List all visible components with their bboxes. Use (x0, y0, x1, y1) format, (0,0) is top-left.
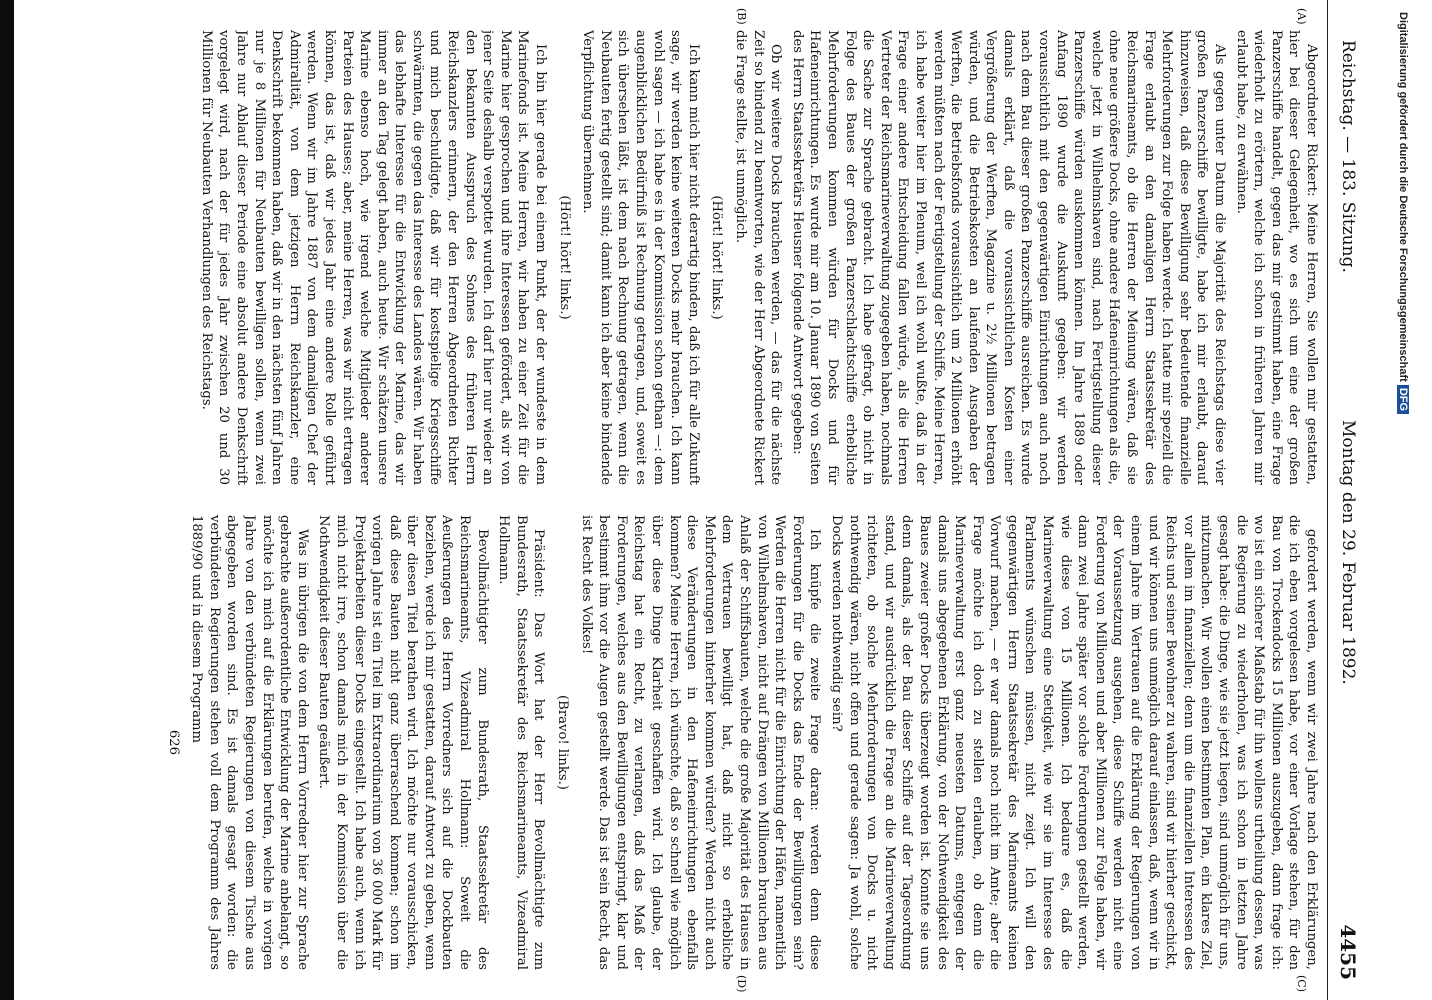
interjection: (Hört! hört! links.) (709, 195, 725, 320)
paragraph: Ich kann mich hier nicht derartig binden, daß ich für alle Zukunft sage, wir werden keine weiteren Docks mehr brauchen. Ich kann wohl sagen — ich habe es in der Kommission schon gethan —: dem augenblicklichen Bedürfniß ist Rechnung getragen, und, soweit es sich übersehen läßt, ist dem nach Rechnung getragen, wenn die Neubauten fertig gestellt sind; damit kann ich aber keine bindende Verpflichtung übernehmen. (580, 30, 701, 485)
dfg-logo: DFG (1397, 385, 1409, 414)
page-edge-shadow (0, 0, 14, 1000)
marker-b: (B) (735, 8, 748, 25)
header-session: Reichstag. — 183. Sitzung. (1338, 40, 1358, 273)
paragraph: Präsident: Das Wort hat der Herr Bevollmächtigte zum Bundesrath, Staatssekretär des Reichsmarineamts, Vizeadmiral Hollmann. (496, 515, 547, 970)
paragraph: Ich knüpfe die zweite Frage daran: werden denn diese Forderungen für die Docks das Ende der Bewilligungen sein? Werden die Herren nicht für die Einrichtung der Häfen, namentlich von Wilhelmshaven, nicht auf Drängen von Millionen brauchen aus Anlaß der Schiffsbauten, welche die große Majorität des Hauses in dem Vertrauen bewilligt hat, daß nicht so erhebliche Mehrforderungen hinterher kommen würden? Werden nicht auch diese Veränderungen in den Hafeneinrichtungen ebenfalls kommen? Meine Herren, ich wünschte, daß so schnell wie möglich über diese Dinge Klarheit geschaffen wird. Ich glaube, der Reichstag hat ein Recht, zu verlangen, daß das Maß der Forderungen, welches aus den Bewilligungen entspringt, klar und bestimmt ihm vor die Augen gestellt werde. Das ist sein Recht, das ist Recht des Volkes! (578, 515, 823, 970)
dfg-credit-label: Digitalisierung gefördert durch die Deutsche Forschungsgemeinschaft (1397, 12, 1409, 382)
interjection: (Hört! hört! links.) (556, 195, 572, 320)
paragraph: Ich bin hier gerade bei einem Punkt, der der wundeste in dem Marinefonds ist. Meine Herren, wir haben zu einer Zeit für die Marine hier gesprochen und ihre Interessen gefördert, als wir von jener Seite deshalb verspottet wurden. Ich darf hier nur wieder an den bekannten Ausspruch des Sohnes des früheren Herrn Reichskanzlers erinnern, der den Herren Abgeordneten Richter und mich beschuldigte, daß wir für kostspielige Kriegsschiffe schwärmten, die gegen das Interesse des Landes wären. Wir haben das lebhafte Interesse für die Entwicklung der Marine, das wir immer an den Tag gelegt haben, auch heute. Wir schätzen unsere Marine ebenso hoch, wie irgend welche Mitglieder anderer Parteien des Hauses; aber, meine Herren, was wir nicht ertragen können, das ist, daß wir jedes Jahr eine andere Rolle geführt werden. Wenn wir im Jahre 1887 von dem damaligen Chef der Admiralität, von dem jetzigen Herrn Reichskanzler, eine Denkschrift bekommen haben, daß wir in den nächsten fünf Jahren nur je 8 Millionen für Neubauten bewilligen sollen, wenn zwei Jahre nur Ablauf dieser Periode eine absolut andere Denkschrift vorgelegt wird, nach der für jedes Jahr zwischen 20 und 30 Millionen für Neubauten Verhandlungen des Reichstags. (198, 30, 549, 485)
header-page-number: 4455 (1336, 924, 1360, 980)
header-date: Montag den 29. Februar 1892. (1338, 420, 1358, 685)
dfg-credit (1397, 12, 1409, 414)
right-column (130, 515, 1320, 970)
left-column (130, 30, 1320, 485)
rotated-page (68, 0, 1368, 1000)
paragraph: Bevollmächtigter zum Bundesrath, Staatssekretär des Reichsmarineamts, Vizeadmiral Hollmann: Soweit die Aeußerungen des Herrn Vorredners sich auf die Dockbauten beziehen, werde ich mir gestatten, darauf Antwort zu geben, wenn über diesen Titel berathen wird. Ich möchte nur vorausschicken, daß diese Bauten nicht ganz überraschend kommen; schon im vorigen Jahre ist ein Titel im Extraordinarium von 36 000 Mark für Projektarbeiten dieser Docks eingestellt. Ich habe auch, wenn ich mich nicht irre, schon damals mich in der Kommission über die Nothwendigkeit dieser Bauten geäußert. (316, 515, 490, 970)
paragraph: gefordert werden, wenn wir zwei Jahre nach den Erklärungen, die ich eben vorgelesen habe, vor einer Vorlage stehen, für den Bau von Trockendocks 15 Millionen auszugeben, dann frage ich: wo ist ein sicherer Maßstab für ihn wollens urtheilung dessen, was die Regierung zu wiederholen, was ich schon in letzten Jahre gesagt habe: die Dinge, wie sie jetzt liegen, sind unmöglich für uns, mitzumachen. Wir wollen einen bestimmten Plan, ein klares Ziel, vor allem im finanziellen; denn um die finanziellen Interessen des Reichs und seiner Bewohner zu wahren, sind wir hierher geschickt, und wir können uns unmöglich darauf einlassen, daß, wenn wir in einem Jahre im Vertrauen auf die Erklärung der Regierungen von der Voraussetzung ausgehen, diese Schiffe werden nicht eine Forderung von Millionen und aber Millionen zur Folge haben, wir dann zwei Jahre später vor solche Forderungen gestellt werden, wie diese von 15 Millionen. Ich bedaure es, daß die Marineverwaltung eine Stetigkeit, wie wir sie im Interesse des Parlaments wünschen müssen, nicht zeigt. Ich will den gegenwärtigen Herrn Staatssekretär des Marineamts keinen Vorwurf machen, — er war damals noch nicht im Amte; aber die Frage möchte ich doch zu stellen erlauben, ob denn die Marineverwaltung erst ganz neuesten Datums, entgegen der damals uns abgegebenen Erklärung, von der Nothwendigkeit des Baues zweier großer Docks überzeugt worden ist. Konnte sie uns denn damals, als der Bau dieser Schiffe auf der Tagesordnung stand, und wir ausdrücklich die Frage an die Marineverwaltung richteten, ob solche Mehrforderungen von Docks u. nicht nothwendig wären, nicht offen und gerade sagen: Ja wohl, solche Docks werden nothwendig sein? (828, 515, 1319, 970)
paragraph: Abgeordneter Rickert: Meine Herren, Sie wollen mir gestatten, hier bei dieser Gelegenheit, wo es sich um eine der großen Panzerschiffe handelt, gegen das mir gestimmt haben, eine Frage wiederholt zu erörtern, welche ich schon in früheren Jahren mir erlaubt habe, zu erwähnen. (1233, 30, 1319, 485)
paragraph: Was im übrigen die von dem Herrn Vorredner hier zur Sprache gebrachte außerordentliche Entwicklung der Marine anbelangt, so möchte ich mich auf die Erklärungen berufen, welche in vorigen Jahre von den verbündeten Regierungen von diesem Tische aus abgegeben worden sind. Es ist damals gesagt worden: die verbündeten Regierungen stehen voll dem Programm des Jahres 1889/90 und in diesem Programm (189, 515, 310, 970)
interjection: (Bravo! links.) (555, 695, 571, 790)
marker-c: (C) (1295, 975, 1308, 992)
page-header (1327, 0, 1368, 1000)
marker-d: (D) (735, 975, 748, 993)
page-number-bottom: 626 (165, 729, 181, 756)
paragraph: Ob wir weitere Docks brauchen werden, — das für die nächste Zeit so bindend zu beantworten, wie der Herr Abgeordnete Rickert die Frage stellte, ist unmöglich. (733, 30, 784, 485)
marker-a: (A) (1295, 8, 1308, 25)
paragraph: Als gegen unter Datum die Majorität des Reichstags diese vier großen Panzerschiffe bewilligte, habe ich mir erlaubt, darauf hinzuweisen, daß diese Bewilligung sehr bedeutende finanzielle Mehrforderungen zur Folge haben werde. Ich hatte mir speziell die Frage erlaubt an den damaligen Herrn Staatssekretär des Reichsmarineamts, ob die Herren der Meinung wären, daß sie ohne neue größere Docks, ohne andere Hafeneinrichtungen als die, welche jetzt in Wilhelmshaven sind, nach Fertigstellung dieser Panzerschiffe würden auskommen können. Im Jahre 1889 oder Anfang 1890 wurde die Auskunft gegeben: wir werden voraussichtlich mit den gegenwärtigen Einrichtungen auch noch nach dem Bau dieser großen Panzerschiffe ausreichen. Es wurde damals erklärt, daß die voraussichtlichen Kosten einer Vergrößerung der Werften, Magazine u. 2½ Millionen betragen würden, und die Betriebskosten an laufenden Ausgaben der Werften, die Betriebsfonds voraussichtlich um 2 Millionen erhöht werden müßten nach der Fertigstellung der Schiffe. Meine Herren, ich habe weiter hier im Plenum, weil ich wohl wußte, daß in der Frage einer andere Entscheidung fallen würde, als die Herren Vertreter der Reichsmarineverwaltung zugegeben haben, nochmals die Sache zur Sprache gebracht. Ich habe gefragt, ob nicht in Folge des Baues der großen Panzerschlachtschiffe erhebliche Mehrforderungen kommen würden für Docks und für Hafeneinrichtungen. Es wurde mir am 10. Januar 1890 von Seiten des Herrn Staatssekretärs Heusner folgende Antwort gegeben: (789, 30, 1228, 485)
